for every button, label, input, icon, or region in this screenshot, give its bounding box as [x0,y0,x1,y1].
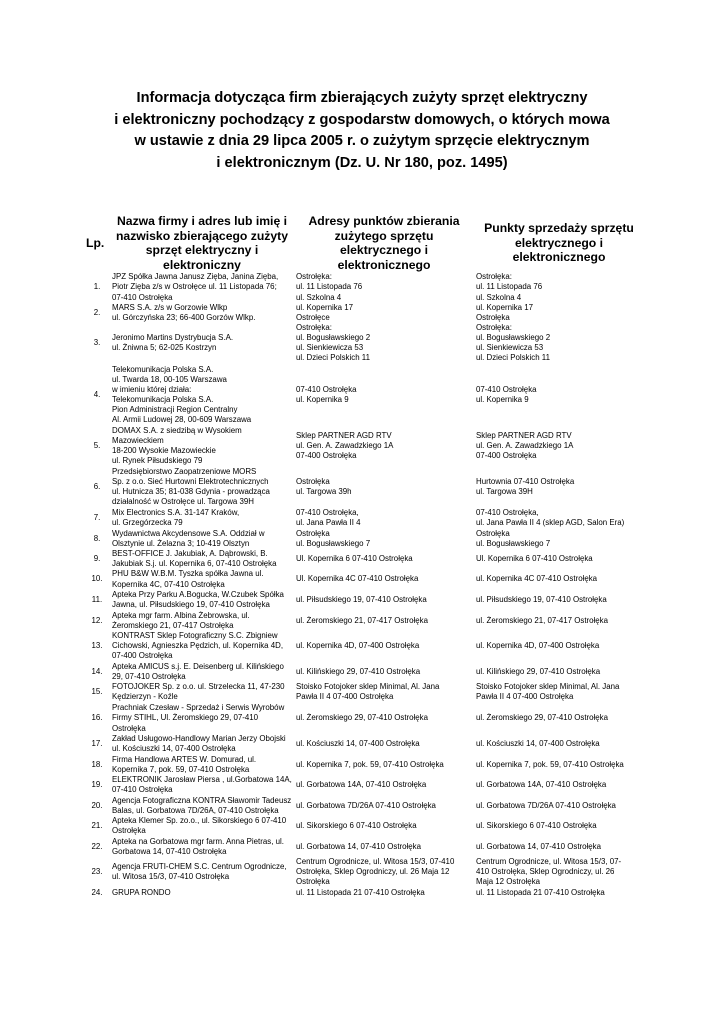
cell-firm: BEST-OFFICE J. Jakubiak, A. Dąbrowski, B. Jakubiak S.j. ul. Kopernika 6, 07-410 Ostrołęka [112,549,277,569]
table-row [84,611,644,631]
table-row [84,888,644,899]
cell-points: Ul. Kopernika 4C 07-410 Ostrołęka [296,574,419,584]
table-row [84,272,644,302]
cell-lp: 16. [91,713,103,723]
cell-sell: ul. Kopernika 7, pok. 59, 07-410 Ostrołęka [476,760,624,770]
cell-lp: 7. [93,512,101,522]
cell-points: ul. Gorbatowa 7D/26A 07-410 Ostrołęka [296,800,436,810]
table-row [84,631,644,662]
cell-sell: Ul. Kopernika 6 07-410 Ostrołęka [476,554,593,564]
cell-sell: Ostrołęka ul. Bogusławskiego 7 [476,528,551,548]
table-row [84,507,644,528]
cell-sell: ul. Kopernika 4D, 07-400 Ostrołęka [476,641,600,651]
cell-points: ul. Gorbatowa 14A, 07-410 Ostrołęka [296,780,427,790]
cell-points: ul. Kopernika 17 Ostrołęce [296,302,354,322]
cell-firm: DOMAX S.A. z siedzibą w Wysokiem Mazowieckiem 18-200 Wysokie Mazowieckie ul. Rynek Piłsudskiego 79 [112,425,242,466]
cell-firm: JPZ Spółka Jawna Janusz Zięba, Janina Zięba, Piotr Zięba z/s w Ostrołęce ul. 11 Listopada 76; 07-410 Ostrołęka [112,272,279,302]
cell-firm: Przedsiębiorstwo Zaopatrzeniowe MORS Sp. z o.o. Sieć Hurtowni Elektrotechnicznych ul. Hutnicza 35; 81-038 Gdynia - prowadząca działalność w Ostrołęce ul. Targowa 39H [112,466,270,506]
table-row [84,775,644,795]
table-row [84,569,644,589]
title-line: i elektroniczny pochodzący z gospodarstw domowych, o których mowa [114,111,610,128]
cell-firm: MARS S.A. z/s w Gorzowie Wlkp ul. Górczyńska 23; 66-400 Gorzów Wlkp. [112,302,256,322]
table-header-row [84,214,644,272]
cell-sell: ul. Sikorskiego 6 07-410 Ostrołęka [476,821,597,831]
cell-points: Ul. Kopernika 6 07-410 Ostrołęka [296,554,413,564]
header-firm: Nazwa firmy i adres lub imię i nazwisko zbierającego zużyty sprzęt elektryczny i elektroniczny [115,214,289,272]
title-line: Informacja dotycząca firm zbierających zużyty sprzęt elektryczny [136,90,588,106]
table-body [84,272,644,898]
cell-points: 07-410 Ostrołęka ul. Kopernika 9 [296,384,357,404]
cell-lp: 3. [93,338,101,348]
cell-lp: 9. [93,554,101,564]
header-lp: Lp. [86,235,105,250]
cell-points: ul. Kopernika 7, pok. 59, 07-410 Ostrołęka [296,760,444,770]
cell-sell: ul. Żeromskiego 21, 07-417 Ostrołęka [476,615,609,625]
table-row [84,703,644,734]
table-row [84,549,644,569]
cell-firm: Zakład Usługowo-Handlowy Marian Jerzy Obojski ul. Kościuszki 14, 07-400 Ostrołęka [112,734,286,754]
cell-firm: Jeronimo Martins Dystrybucja S.A. ul. Żniwna 5; 62-025 Kostrzyn [112,333,234,353]
cell-sell: Ostrołęka: ul. 11 Listopada 76 ul. Szkolna 4 [476,272,543,302]
cell-points: ul. Kilińskiego 29, 07-410 Ostrołęka [296,666,421,676]
header-sell: Punkty sprzedaży sprzętu elektrycznego i elektronicznego [484,221,634,265]
cell-firm: FOTOJOKER Sp. z o.o. ul. Strzelecka 11, 47-230 Kędzierzyn - Koźle [112,682,285,702]
cell-firm: Wydawnictwa Akcydensowe S.A. Oddział w Olsztynie ul. Żelazna 3; 10-419 Olsztyn [112,528,265,548]
cell-points: 07-410 Ostrołęka, ul. Jana Pawła II 4 [296,507,361,527]
cell-firm: PHU B&W W.B.M. Tyszka spółka Jawna ul. Kopernika 4C, 07-410 Ostrołęka [112,569,264,589]
cell-sell: Hurtownia 07-410 Ostrołęka ul. Targowa 39H [476,476,575,496]
cell-points: ul. Żeromskiego 29, 07-410 Ostrołęka [296,713,429,723]
table-row [84,364,644,426]
cell-lp: 21. [91,821,103,831]
cell-sell: ul. Gorbatowa 14A, 07-410 Ostrołęka [476,780,607,790]
cell-sell: ul. Kopernika 17 Ostrołęka [476,302,534,322]
cell-firm: Apteka mgr farm. Albina Żebrowska, ul. Żeromskiego 21, 07-417 Ostrołęka [112,610,250,630]
cell-points: Ostrołęka: ul. 11 Listopada 76 ul. Szkolna 4 [296,272,363,302]
cell-lp: 15. [91,687,103,697]
cell-lp: 14. [91,666,103,676]
cell-firm: Apteka na Gorbatowa mgr farm. Anna Pietras, ul. Gorbatowa 14, 07-410 Ostrołęka [112,836,284,856]
cell-points: Ostrołęka ul. Targowa 39h [296,476,352,496]
cell-lp: 10. [91,574,103,584]
cell-firm: Prachniak Czesław - Sprzedaż i Serwis Wyrobów Firmy STIHL, Ul. Żeromskiego 29, 07-410 Ostrołęka [112,703,285,733]
cell-sell: 07-410 Ostrołęka, ul. Jana Pawła II 4 (sklep AGD, Salon Era) [476,507,625,527]
cell-lp: 2. [93,307,101,317]
table-row [84,837,644,857]
cell-lp: 1. [93,282,101,292]
cell-lp: 24. [91,888,103,898]
cell-points: ul. Kopernika 4D, 07-400 Ostrołęka [296,641,420,651]
cell-sell: Sklep PARTNER AGD RTV ul. Gen. A. Zawadzkiego 1A 07-400 Ostrołęka [476,430,574,461]
cell-lp: 8. [93,533,101,543]
header-points: Adresy punktów zbierania zużytego sprzętu elektrycznego i elektronicznego [308,214,460,272]
cell-points: Sklep PARTNER AGD RTV ul. Gen. A. Zawadzkiego 1A 07-400 Ostrołęka [296,430,394,461]
table-row [84,466,644,507]
table-row [84,816,644,836]
table-row [84,426,644,466]
table-row [84,682,644,703]
table-row [84,590,644,611]
cell-sell: 07-410 Ostrołęka ul. Kopernika 9 [476,384,537,404]
table-row [84,734,644,755]
cell-points: ul. Piłsudskiego 19, 07-410 Ostrołęka [296,595,427,605]
table-row [84,795,644,816]
cell-firm: Mix Electronics S.A. 31-147 Kraków, ul. Grzegórzecka 79 [112,507,240,527]
table-row [84,528,644,549]
cell-lp: 13. [91,641,103,651]
cell-points: Centrum Ogrodnicze, ul. Witosa 15/3, 07-410 Ostrołęka, Sklep Ogrodniczy, ul. 26 Maja 12 Ostrołęka [296,857,455,887]
collectors-table [84,214,644,899]
cell-firm: GRUPA RONDO [112,888,171,898]
title-line: w ustawie z dnia 29 lipca 2005 r. o zużytym sprzęcie elektrycznym [134,133,590,150]
cell-firm: KONTRAST Sklep Fotograficzny S.C. Zbigniew Cichowski, Agnieszka Pędzich, ul. Kopernika 4D, 07-400 Ostrołęka [112,631,284,661]
cell-lp: 22. [91,841,103,851]
table-row [84,323,644,364]
cell-sell: ul. Żeromskiego 29, 07-410 Ostrołęka [476,713,609,723]
cell-lp: 17. [91,739,103,749]
cell-sell: ul. Kilińskiego 29, 07-410 Ostrołęka [476,666,601,676]
cell-points: ul. Gorbatowa 14, 07-410 Ostrołęka [296,841,422,851]
cell-points: ul. Sikorskiego 6 07-410 Ostrołęka [296,821,417,831]
cell-firm: Telekomunikacja Polska S.A. ul. Twarda 18, 00-105 Warszawa w imieniu której działa: Telekomunikacja Polska S.A. Pion Administracji Region Centralny Al. Armii Ludowej 28, 00-609 Warszawa [112,364,252,425]
cell-firm: ELEKTRONIK Jarosław Piersa , ul.Gorbatowa 14A, 07-410 Ostrołęka [112,775,292,795]
cell-lp: 5. [93,440,101,450]
cell-lp: 20. [91,800,103,810]
cell-points: ul. Kościuszki 14, 07-400 Ostrołęka [296,739,420,749]
cell-firm: Apteka Klemer Sp. zo.o., ul. Sikorskiego 6 07-410 Ostrołęka [112,816,287,836]
cell-sell: Centrum Ogrodnicze, ul. Witosa 15/3, 07- 410 Ostrołęka, Sklep Ogrodniczy, ul. 26 Maja 12 Ostrołęka [476,857,622,887]
cell-sell: ul. Kościuszki 14, 07-400 Ostrołęka [476,739,600,749]
cell-lp: 6. [93,481,101,491]
document-title [80,88,644,174]
cell-sell: Stoisko Fotojoker sklep Minimal, Al. Jana Pawła II 4 07-400 Ostrołęka [476,682,620,702]
title-line: i elektronicznym (Dz. U. Nr 180, poz. 1495) [216,154,508,171]
table-row [84,662,644,682]
cell-lp: 18. [91,760,103,770]
table-row [84,857,644,888]
cell-firm: Agencja Fotograficzna KONTRA Sławomir Tadeusz Balas, ul. Gorbatowa 7D/26A, 07-410 Ostrołęka [112,795,292,815]
cell-lp: 11. [91,595,103,605]
cell-firm: Firma Handlowa ARTES W. Domurad, ul. Kopernika 7, pok. 59, 07-410 Ostrołęka [112,754,257,775]
cell-sell: ul. Gorbatowa 14, 07-410 Ostrołęka [476,841,602,851]
cell-lp: 4. [93,389,101,399]
cell-lp: 23. [91,867,103,877]
cell-lp: 12. [91,615,103,625]
cell-firm: Apteka AMICUS s.j. E. Deisenberg ul. Kilińskiego 29, 07-410 Ostrołęka [112,661,284,681]
cell-sell: Ostrołęka: ul. Bogusławskiego 2 ul. Sienkiewicza 53 ul. Dzieci Polskich 11 [476,323,551,363]
table-row [84,303,644,323]
cell-sell: ul. 11 Listopada 21 07-410 Ostrołęka [476,888,605,898]
cell-points: Ostrołęka: ul. Bogusławskiego 2 ul. Sienkiewicza 53 ul. Dzieci Polskich 11 [296,323,371,363]
cell-sell: ul. Piłsudskiego 19, 07-410 Ostrołęka [476,595,607,605]
cell-points: ul. 11 Listopada 21 07-410 Ostrołęka [296,888,425,898]
table-row [84,755,644,775]
cell-firm: Agencja FRUTI-CHEM S.C. Centrum Ogrodnicze, ul. Witosa 15/3, 07-410 Ostrołęka [112,862,287,882]
cell-firm: Apteka Przy Parku A.Bogucka, W.Czubek Spółka Jawna, ul. Piłsudskiego 19, 07-410 Ostrołęka [112,590,284,610]
cell-points: Stoisko Fotojoker sklep Minimal, Al. Jana Pawła II 4 07-400 Ostrołęka [296,682,440,702]
cell-points: ul. Żeromskiego 21, 07-417 Ostrołęka [296,615,429,625]
cell-points: Ostrołęka ul. Bogusławskiego 7 [296,528,371,548]
cell-sell: ul. Kopernika 4C 07-410 Ostrołęka [476,574,598,584]
cell-lp: 19. [91,780,103,790]
cell-sell: ul. Gorbatowa 7D/26A 07-410 Ostrołęka [476,800,616,810]
